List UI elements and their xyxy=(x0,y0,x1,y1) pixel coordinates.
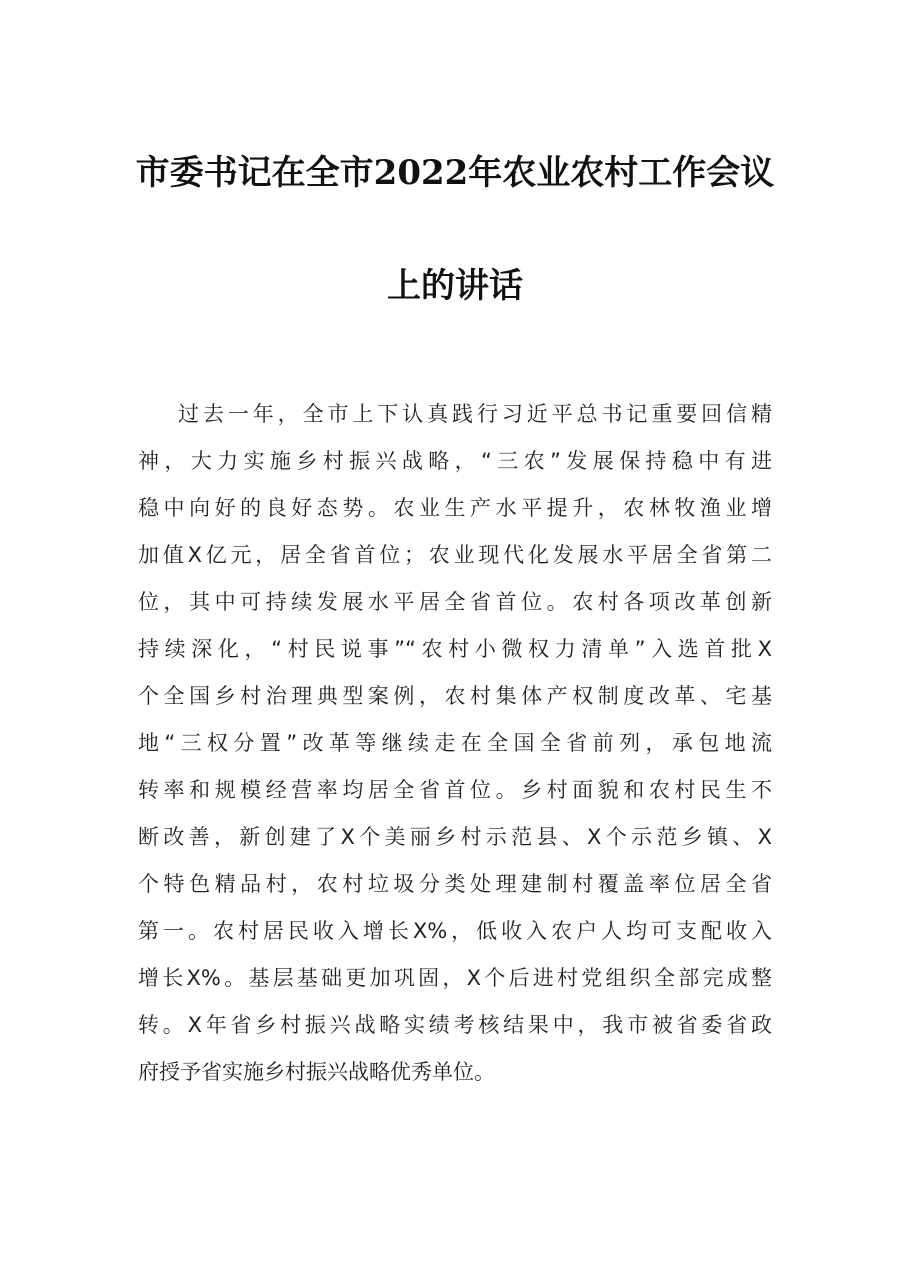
paragraph-line: 第一。农村居民收入增长X%，低收入农户人均可支配收入 xyxy=(138,919,772,943)
paragraph-line: 府授予省实施乡村振兴战略优秀单位。 xyxy=(138,1060,495,1084)
paragraph-line: 过去一年，全市上下认真践行习近平总书记重要回信精 xyxy=(178,402,772,426)
paragraph-line: 稳中向好的良好态势。农业生产水平提升，农林牧渔业增 xyxy=(138,496,772,520)
paragraph-line: 加值X亿元，居全省首位；农业现代化发展水平居全省第二 xyxy=(138,543,772,567)
paragraph-line: 地“三权分置”改革等继续走在全国全省前列，承包地流 xyxy=(138,731,772,755)
paragraph-line: 断改善，新创建了X个美丽乡村示范县、X个示范乡镇、X xyxy=(138,825,772,849)
paragraph-line: 个特色精品村，农村垃圾分类处理建制村覆盖率位居全省 xyxy=(138,872,772,896)
document-title-line-2: 上的讲话 xyxy=(387,266,523,306)
paragraph-line: 转。X年省乡村振兴战略实绩考核结果中，我市被省委省政 xyxy=(138,1013,772,1037)
paragraph-line: 持续深化，“村民说事”“农村小微权力清单”入选首批X xyxy=(138,637,772,661)
paragraph-line: 神，大力实施乡村振兴战略，“三农”发展保持稳中有进 xyxy=(138,449,772,473)
paragraph-line: 个全国乡村治理典型案例，农村集体产权制度改革、宅基 xyxy=(138,684,772,708)
document-title-line-1: 市委书记在全市2022年农业农村工作会议 xyxy=(135,153,775,193)
paragraph-line: 位，其中可持续发展水平居全省首位。农村各项改革创新 xyxy=(138,590,772,614)
paragraph-line: 增长X%。基层基础更加巩固，X个后进村党组织全部完成整 xyxy=(138,966,772,990)
paragraph-line: 转率和规模经营率均居全省首位。乡村面貌和农村民生不 xyxy=(138,778,772,802)
